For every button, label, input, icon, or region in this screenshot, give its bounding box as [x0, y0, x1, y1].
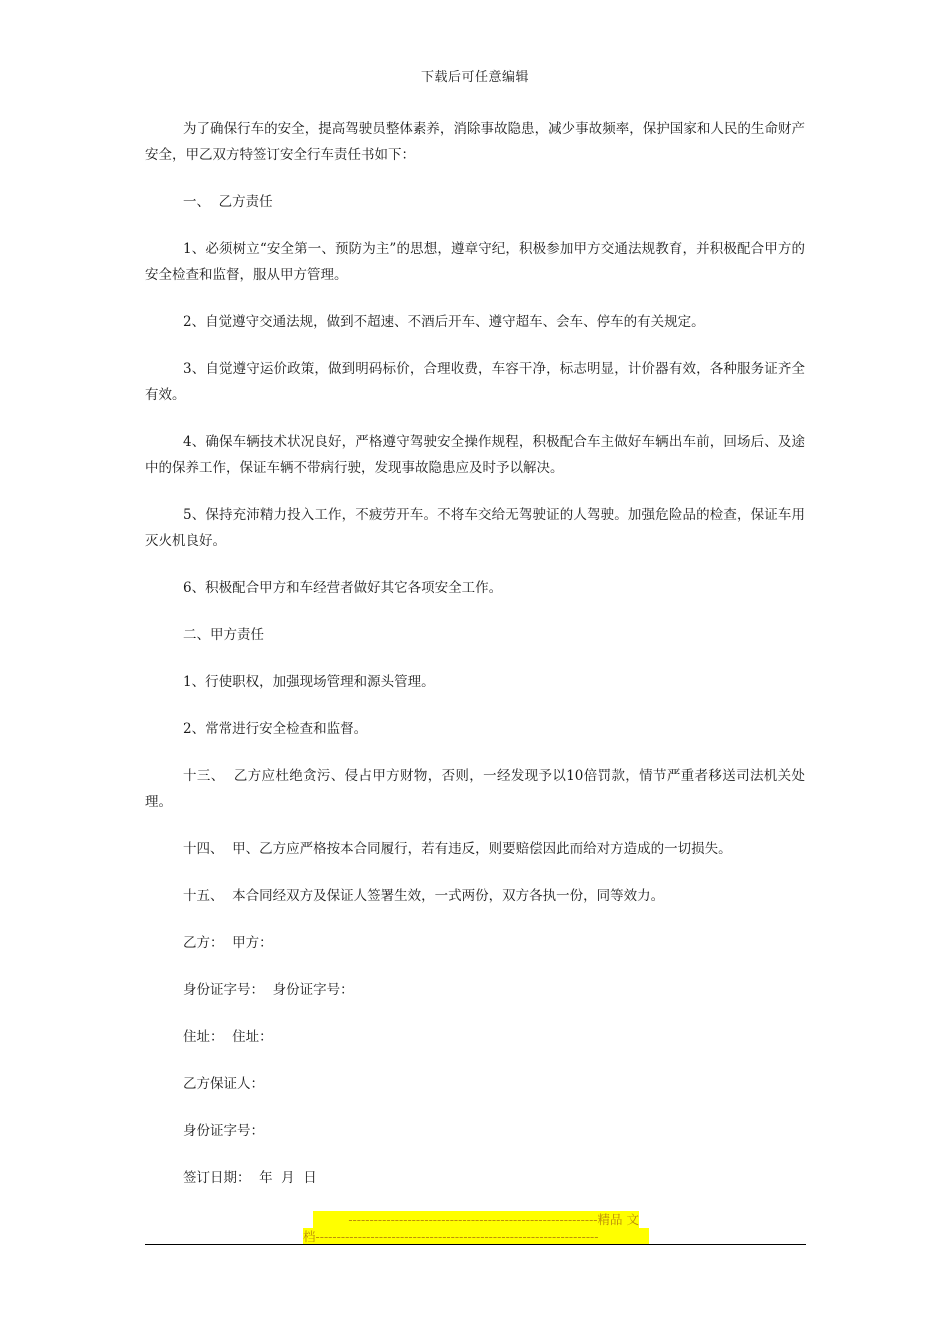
section-heading-party-a: 二、甲方责任: [183, 627, 264, 643]
footer-line-1: -----------------------------------------------------------精品 文: [313, 1211, 639, 1228]
clause-b-1: 1、必须树立“安全第一、预防为主”的思想，遵章守纪，积极参加甲方交通法规教育，并积极配合甲方的安全检查和监督，服从甲方管理。: [145, 241, 805, 283]
page-header: 下载后可任意编辑: [420, 70, 529, 85]
clause-b-6: 6、积极配合甲方和车经营者做好其它各项安全工作。: [183, 580, 503, 596]
clause-b-5: 5、保持充沛精力投入工作，不疲劳开车。不将车交给无驾驶证的人驾驶。加强危险品的检查，保证车用灭火机良好。: [145, 507, 805, 549]
clause-b-3: 3、自觉遵守运价政策，做到明码标价，合理收费，车容干净，标志明显，计价器有效，各种服务证齐全有效。: [145, 361, 805, 403]
document-body: [145, 116, 805, 1212]
clause-14: 十四、 甲、乙方应严格按本合同履行，若有违反，则要赔偿因此而给对方造成的一切损失。: [183, 841, 732, 857]
signature-guarantor: 乙方保证人：: [183, 1076, 264, 1092]
section-heading-party-b: 一、 乙方责任: [183, 194, 273, 210]
clause-b-4: 4、确保车辆技术状况良好，严格遵守驾驶安全操作规程，积极配合车主做好车辆出车前，回场后、及途中的保养工作，保证车辆不带病行驶，发现事故隐患应及时予以解决。: [145, 434, 805, 476]
clause-13: 十三、 乙方应杜绝贪污、侵占甲方财物，否则，一经发现予以10倍罚款，情节严重者移送司法机关处理。: [145, 768, 805, 810]
footer-rule: [145, 1244, 806, 1245]
clause-a-2: 2、常常进行安全检查和监督。: [183, 721, 368, 737]
signature-date: 签订日期： 年 月 日: [183, 1170, 317, 1186]
signature-addresses: 住址： 住址：: [183, 1029, 273, 1045]
footer-line-2: 档-------------------------------------------------------------------: [303, 1228, 649, 1245]
signature-parties: 乙方： 甲方：: [183, 935, 273, 951]
signature-guarantor-id: 身份证字号：: [183, 1123, 264, 1139]
intro-paragraph: 为了确保行车的安全，提高驾驶员整体素养，消除事故隐患，减少事故频率，保护国家和人民的生命财产安全，甲乙双方特签订安全行车责任书如下：: [145, 121, 805, 163]
clause-15: 十五、 本合同经双方及保证人签署生效，一式两份，双方各执一份，同等效力。: [183, 888, 665, 904]
signature-id-numbers: 身份证字号： 身份证字号：: [183, 982, 354, 998]
clause-a-1: 1、行使职权，加强现场管理和源头管理。: [183, 674, 435, 690]
clause-b-2: 2、自觉遵守交通法规，做到不超速、不酒后开车、遵守超车、会车、停车的有关规定。: [183, 314, 705, 330]
footer-banner: [303, 1211, 649, 1245]
